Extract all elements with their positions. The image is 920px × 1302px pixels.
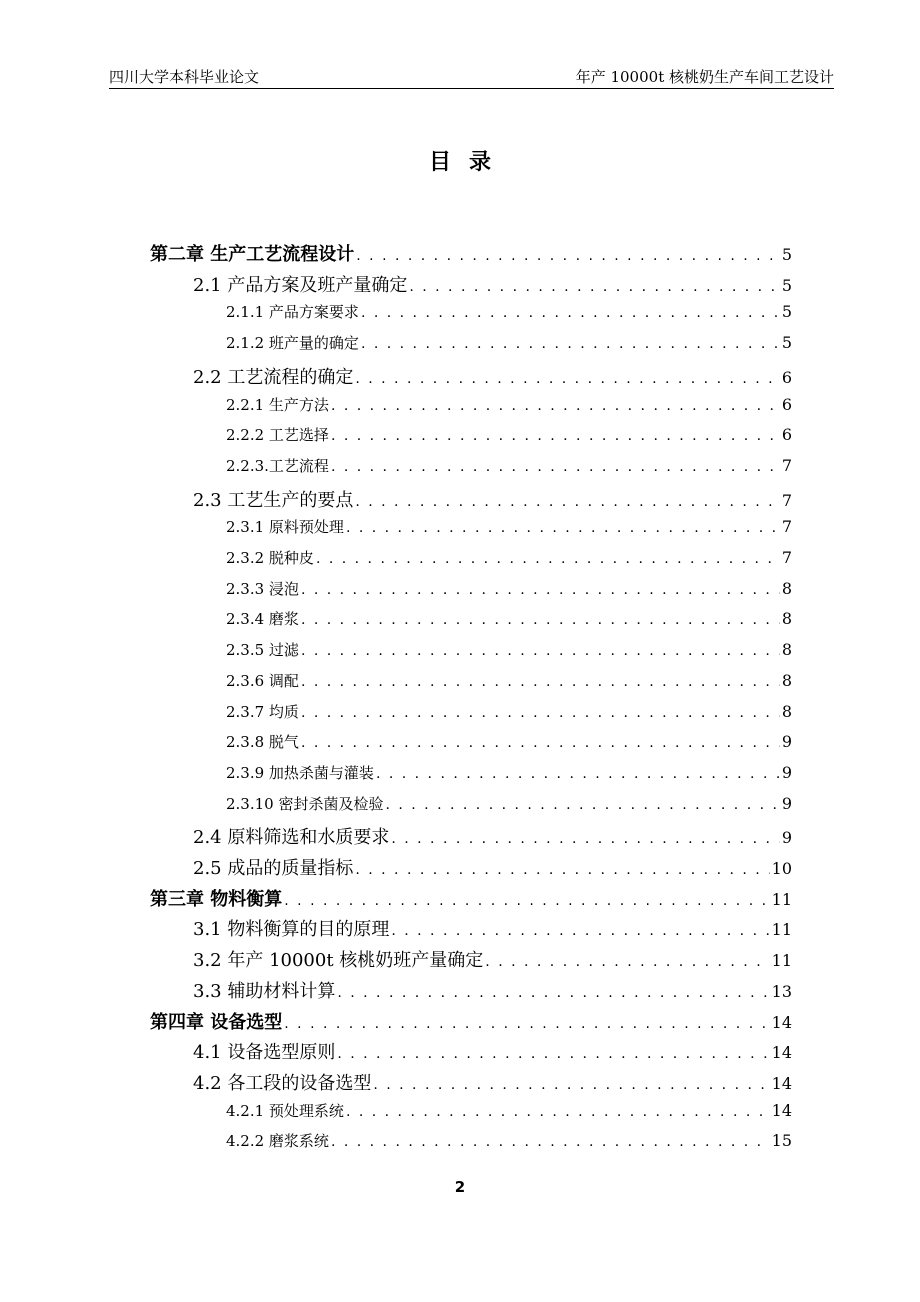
toc-entry[interactable]: [193, 271, 792, 297]
toc-dot-leader: [301, 705, 780, 721]
toc-entry[interactable]: [193, 823, 792, 849]
toc-dot-leader: [331, 1134, 770, 1150]
toc-title: 目录: [428, 150, 509, 175]
toc-dot-leader: [346, 520, 780, 536]
toc-dot-leader: [361, 305, 780, 321]
toc-entry-page: 14: [771, 1073, 792, 1093]
toc-entry[interactable]: [193, 946, 792, 972]
toc-entry[interactable]: [226, 793, 792, 814]
toc-dot-leader: [391, 923, 769, 939]
toc-dot-leader: [356, 248, 780, 264]
toc-entry-label: 2.3 工艺生产的要点: [193, 489, 354, 511]
toc-dot-leader: [391, 831, 779, 847]
toc-entry-page: 8: [781, 640, 792, 660]
toc-entry[interactable]: [193, 915, 792, 941]
toc-entry-page: 7: [781, 490, 792, 510]
toc-entry[interactable]: [226, 547, 792, 568]
toc-entry-page: 7: [781, 517, 792, 537]
toc-dot-leader: [385, 797, 779, 813]
toc-dot-leader: [485, 954, 769, 970]
toc-entry-label: 3.3 辅助材料计算: [193, 980, 336, 1002]
toc-entry-label: 3.1 物料衡算的目的原理: [193, 919, 390, 941]
toc-dot-leader: [316, 551, 780, 567]
toc-entry-page: 11: [771, 951, 792, 971]
toc-entry[interactable]: [226, 424, 792, 445]
toc-entry-label: 2.3.10 密封杀菌及检验: [226, 794, 384, 813]
toc-entry-label: 2.3.1 原料预处理: [226, 518, 344, 537]
toc-entry-label: 4.1 设备选型原则: [193, 1042, 336, 1064]
toc-entry[interactable]: [226, 731, 792, 752]
toc-entry-label: 第四章 设备选型: [150, 1011, 283, 1033]
toc-entry[interactable]: [226, 455, 792, 476]
toc-entry[interactable]: [226, 608, 792, 629]
toc-entry-page: 6: [781, 425, 792, 445]
toc-entry-label: 第三章 物料衡算: [150, 888, 283, 910]
toc-entry[interactable]: [226, 639, 792, 660]
toc-entry-page: 5: [781, 302, 792, 322]
toc-entry-label: 2.3.4 磨浆: [226, 610, 299, 629]
toc-entry-label: 2.3.6 调配: [226, 671, 299, 690]
toc-entry-page: 8: [781, 670, 792, 690]
toc-entry-page: 14: [771, 1012, 792, 1032]
toc-entry[interactable]: [193, 1069, 792, 1095]
toc-entry-page: 8: [781, 578, 792, 598]
toc-entry-label: 2.2.2 工艺选择: [226, 426, 329, 445]
toc-entry[interactable]: [226, 762, 792, 783]
toc-dot-leader: [373, 1077, 769, 1093]
toc-dot-leader: [337, 985, 769, 1001]
toc-entry-label: 2.3.7 均质: [226, 702, 299, 721]
toc-entry-label: 2.5 成品的质量指标: [193, 858, 354, 879]
toc-entry-label: 2.2.1 生产方法: [226, 395, 329, 414]
toc-entry-label: 2.3.5 过滤: [226, 641, 299, 660]
toc-entry-page: 9: [781, 828, 792, 848]
page-number: 2: [454, 1178, 466, 1196]
toc-entry-page: 8: [781, 609, 792, 629]
toc-entry-page: 5: [781, 245, 792, 264]
toc-dot-leader: [301, 674, 780, 690]
toc-entry[interactable]: [150, 885, 792, 911]
toc-entry[interactable]: [226, 516, 792, 537]
toc-dot-leader: [346, 1104, 770, 1120]
toc-entry[interactable]: [226, 301, 792, 322]
toc-entry-page: 7: [781, 548, 792, 567]
toc-entry-label: 4.2 各工段的设备选型: [193, 1072, 372, 1094]
toc-entry-label: 2.3.8 脱气: [226, 733, 299, 752]
toc-entry[interactable]: [193, 854, 792, 880]
header-thesis-label: 四川大学本科毕业论文: [109, 68, 260, 86]
toc-entry[interactable]: [193, 1038, 792, 1064]
toc-dot-leader: [331, 459, 780, 475]
toc-dot-leader: [355, 371, 779, 387]
toc-entry-page: 9: [781, 762, 792, 782]
toc-entry-page: 14: [771, 1043, 792, 1063]
toc-entry-page: 5: [781, 333, 792, 353]
toc-entry-page: 9: [781, 793, 792, 813]
page-header: [109, 60, 834, 89]
toc-entry-label: 第二章 生产工艺流程设计: [150, 244, 355, 265]
toc-dot-leader: [361, 336, 780, 352]
toc-entry[interactable]: [226, 670, 792, 691]
toc-entry-label: 2.3.3 浸泡: [226, 579, 299, 598]
toc-entry-page: 5: [781, 275, 792, 295]
toc-entry-label: 2.3.2 脱种皮: [226, 549, 314, 567]
toc-dot-leader: [301, 643, 780, 659]
toc-entry-page: 7: [781, 455, 792, 475]
toc-entry[interactable]: [150, 1008, 792, 1034]
toc-entry-label: 3.2 年产 10000t 核桃奶班产量确定: [193, 950, 484, 972]
toc-entry-page: 11: [771, 889, 792, 909]
toc-dot-leader: [331, 398, 780, 414]
toc-entry[interactable]: [226, 578, 792, 599]
toc-entry[interactable]: [226, 332, 792, 353]
toc-entry-label: 2.1 产品方案及班产量确定: [193, 274, 408, 296]
toc-entry[interactable]: [226, 701, 792, 722]
toc-dot-leader: [376, 766, 780, 782]
toc-entry-label: 2.2 工艺流程的确定: [193, 366, 354, 388]
toc-entry-page: 11: [771, 920, 792, 940]
toc-entry[interactable]: [226, 1130, 792, 1151]
toc-dot-leader: [301, 735, 780, 751]
toc-dot-leader: [331, 428, 780, 444]
toc-entry-page: 10: [771, 859, 792, 878]
toc-entry[interactable]: [193, 977, 792, 1003]
toc-entry-page: 14: [771, 1100, 792, 1120]
toc-entry-label: 2.3.9 加热杀菌与灌装: [226, 763, 374, 782]
toc-entry-label: 2.2.3.工艺流程: [226, 456, 329, 475]
toc-dot-leader: [284, 1016, 769, 1032]
toc-dot-leader: [284, 893, 769, 909]
toc-entry-page: 15: [771, 1131, 792, 1151]
toc-dot-leader: [301, 582, 780, 598]
toc-entry-page: 8: [781, 701, 792, 721]
toc-dot-leader: [355, 494, 779, 510]
toc-entry-page: 13: [771, 981, 792, 1001]
toc-entry[interactable]: [226, 394, 792, 415]
header-thesis-title: 年产 10000t 核桃奶生产车间工艺设计: [575, 68, 834, 86]
toc-entry[interactable]: [150, 240, 792, 266]
toc-entry-label: 2.4 原料筛选和水质要求: [193, 827, 390, 849]
toc-entry-label: 4.2.1 预处理系统: [226, 1101, 344, 1120]
toc-entry[interactable]: [193, 363, 792, 389]
toc-entry-page: 6: [781, 394, 792, 414]
toc-entry-page: 9: [781, 732, 792, 752]
toc-entry[interactable]: [193, 486, 792, 512]
toc-entry-page: 6: [781, 367, 792, 387]
toc-dot-leader: [301, 612, 780, 628]
toc-entry-label: 2.1.2 班产量的确定: [226, 334, 359, 353]
toc-entry[interactable]: [226, 1100, 792, 1121]
toc-dot-leader: [337, 1046, 769, 1062]
toc-entry-label: 2.1.1 产品方案要求: [226, 303, 359, 322]
toc-dot-leader: [355, 862, 769, 878]
toc-entry-label: 4.2.2 磨浆系统: [226, 1132, 329, 1151]
toc-dot-leader: [409, 279, 779, 295]
